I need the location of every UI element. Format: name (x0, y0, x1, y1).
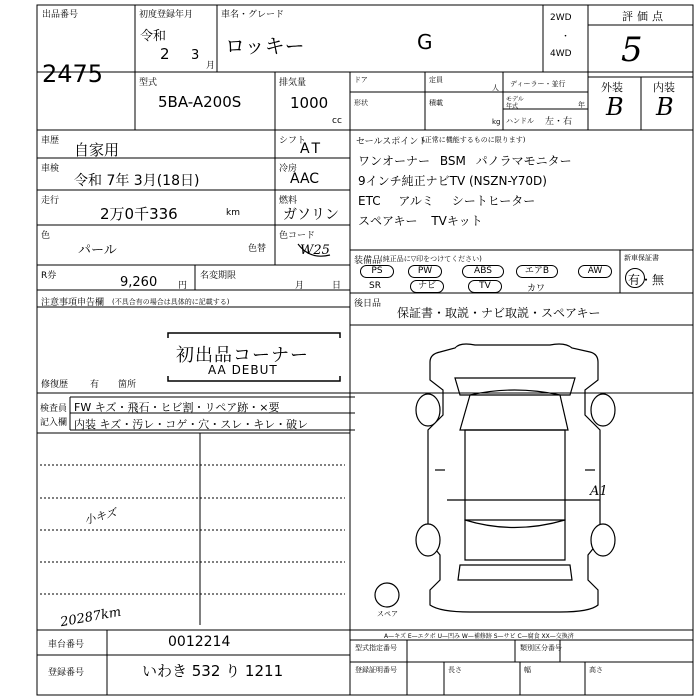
registration-value: いわき 532 り 1211 (142, 662, 284, 680)
ac-label: 冷房 (279, 164, 298, 174)
damage-legend: A—キズ E—エクボ U—凹み W—補修跡 S—サビ C—腐食 XX—交換済 (384, 633, 574, 640)
model-name: ロッキー (225, 34, 305, 58)
history-value: 自家用 (74, 141, 120, 159)
exterior-defect-row: FW キズ・飛石・ヒビ割・リペア跡・×要 (74, 401, 280, 414)
handwritten-mileage: 20287km (59, 604, 123, 631)
equip-pw: PW (408, 265, 442, 278)
color-change-label: 色替 (248, 244, 267, 254)
registration-label: 登録番号 (48, 668, 85, 678)
drive-separator: ・ (561, 32, 571, 42)
person-unit: 人 (492, 84, 499, 92)
warranty-label: 新車保証書 (624, 254, 659, 262)
stamp-line1: 初出品コーナー (176, 345, 309, 366)
shift-label: シフト (279, 136, 307, 146)
type-label: 型式 (139, 78, 158, 88)
category-label: 類別区分番号 (520, 644, 562, 652)
displacement-value: 1000 (290, 94, 329, 112)
load-label: 積載 (429, 99, 443, 107)
handwritten-note: 小キズ (83, 505, 119, 528)
equip-sr: SR (369, 281, 381, 291)
accessories-label: 後日品 (354, 299, 382, 309)
warranty-value: 有・無 (628, 273, 665, 287)
model-year-label-2: 年式 (506, 103, 519, 110)
equip-leather: カワ (527, 284, 546, 294)
cc-unit: cc (332, 116, 342, 126)
displacement-label: 排気量 (279, 78, 307, 88)
first-registration-year: 2 (160, 45, 170, 63)
score-label: 評価点 (622, 10, 667, 23)
reg-cert-label: 登録証明番号 (355, 666, 397, 674)
color-code: W25 (300, 243, 330, 258)
interior-defect-row: 内装 キズ・汚レ・コゲ・穴・スレ・キレ・破レ (74, 418, 309, 431)
width-label: 幅 (524, 666, 531, 674)
inspector-label: 検査員 (40, 404, 68, 414)
equipment-sub: (純正品に▽印をつけてください) (380, 255, 482, 263)
ac-value: AAC (290, 171, 320, 187)
equip-ps: PS (360, 265, 394, 278)
handle-value: 左・右 (545, 117, 573, 127)
type-code: 5BA-A200S (158, 93, 242, 111)
drive-4wd: 4WD (550, 49, 572, 59)
damage-mark: A1 (590, 484, 608, 499)
exterior-grade: B (606, 93, 624, 121)
accessories-value: 保証書・取説・ナビ取説・スペアキー (397, 306, 601, 320)
color-label: 色 (41, 231, 51, 241)
sales-line-2: 9インチ純正ナビTV (NSZN-Y70D) (358, 174, 547, 188)
month-unit: 月 (206, 61, 216, 71)
equip-aw: AW (578, 265, 612, 278)
sales-line-1: ワンオーナー BSM パノラマモニター (358, 154, 572, 168)
stamp-line2: AA DEBUT (208, 363, 278, 377)
equipment-label: 装備品 (354, 256, 382, 266)
warranty-circle (625, 268, 645, 288)
lot-number: 2475 (42, 60, 104, 88)
dealer-label: ディーラー・並行 (510, 80, 566, 88)
caution-label: 注意事項申告欄 (41, 298, 105, 308)
equip-tv: TV (468, 280, 502, 293)
capacity-label: 定員 (429, 76, 443, 84)
type-spec-label: 型式指定番号 (355, 644, 397, 652)
lot-number-label: 出品番号 (42, 10, 79, 20)
r-ticket-value: 9,260 (120, 275, 158, 290)
repair-label: 修復歴 (41, 380, 69, 390)
model-year-label: モデル (506, 96, 524, 103)
fuel-value: ガソリン (283, 207, 339, 223)
sales-points-label: セールスポイント (356, 137, 428, 147)
sales-line-4: スペアキー TVキット (358, 214, 483, 228)
height-label: 高さ (589, 666, 603, 674)
inspector-label-2: 記入欄 (40, 418, 68, 428)
year-unit: 年 (578, 101, 585, 109)
first-registration-month: 3 (191, 48, 200, 63)
mileage-value: 2万0千336 (100, 205, 178, 223)
chassis-value: 0012214 (168, 634, 231, 650)
shape-label: 形状 (354, 99, 368, 107)
equip-abs: ABS (462, 265, 504, 278)
chassis-label: 車台番号 (48, 640, 85, 650)
handle-label: ハンドル (506, 117, 534, 125)
title-expiry-day: 日 (332, 281, 342, 291)
sales-line-3: ETC アルミ シートヒーター (358, 194, 536, 208)
title-expiry-month: 月 (295, 281, 305, 291)
interior-label: 内装 (653, 81, 675, 94)
caution-sub: (不具合有の場合は具体的に記載する) (112, 298, 230, 306)
history-label: 車歴 (41, 136, 60, 146)
model-name-label: 車名・グレード (221, 10, 285, 20)
inspection-value: 令和 7年 3月(18日) (74, 173, 200, 189)
first-registration-era: 令和 (140, 29, 167, 44)
exterior-label: 外装 (601, 81, 623, 94)
drive-2wd: 2WD (550, 13, 572, 23)
fuel-label: 燃料 (279, 196, 298, 206)
title-expiry-label: 名変期限 (200, 271, 237, 281)
repair-value: 有 (90, 380, 100, 390)
score-value: 5 (621, 30, 643, 70)
length-label: 長さ (448, 666, 462, 674)
equip-airbag: エアB (516, 265, 558, 278)
mileage-label: 走行 (41, 196, 60, 206)
kg-unit: kg (492, 118, 501, 126)
r-ticket-label: R券 (41, 271, 57, 281)
shift-value: AT (300, 141, 324, 157)
repair-unit: 箇所 (118, 380, 137, 390)
car-body-diagram (428, 344, 600, 612)
km-unit: km (226, 208, 240, 218)
first-registration-label: 初度登録年月 (139, 10, 194, 20)
equip-navi: ナビ (410, 280, 444, 293)
sales-points-sub: (正常に機能するものに限ります) (422, 136, 526, 144)
inspection-label: 車検 (41, 164, 60, 174)
grade: G (417, 30, 433, 54)
interior-grade: B (656, 93, 674, 121)
color-value: パール (78, 243, 117, 258)
door-label: ドア (354, 76, 368, 84)
color-code-label: 色コード (279, 231, 316, 241)
spare-tire-label: スペア (377, 610, 398, 618)
yen-unit: 円 (178, 281, 188, 291)
